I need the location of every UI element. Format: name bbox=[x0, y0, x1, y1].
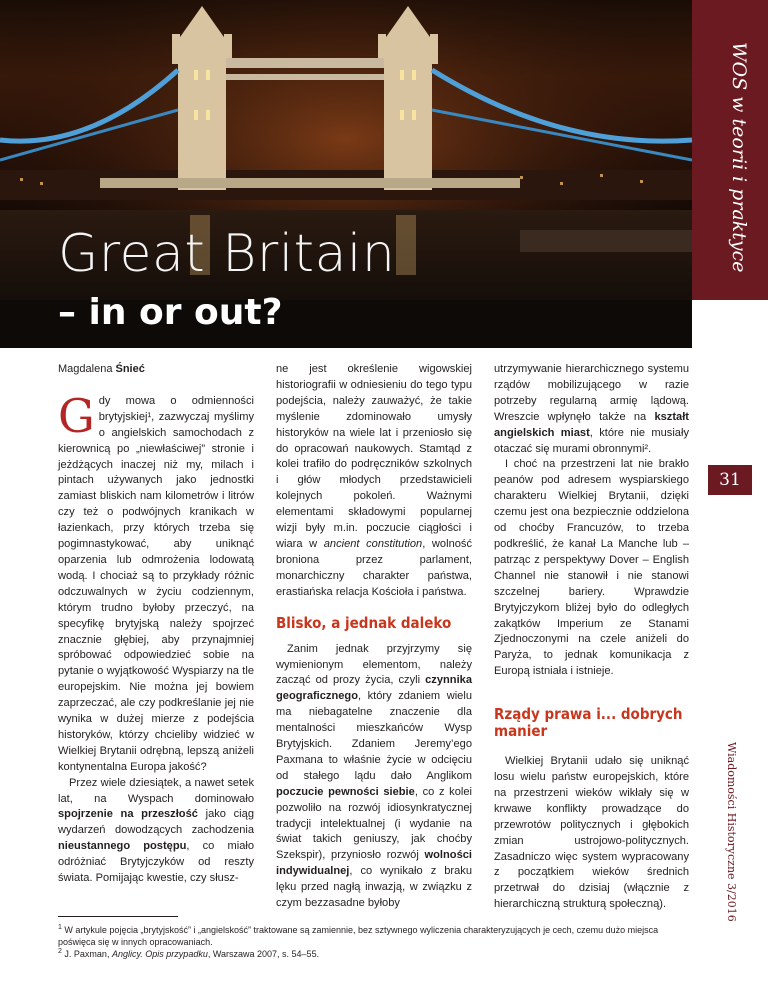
footnote-text: W artykule pojęcia „brytyjskość” i „angielskość” traktowane są zamiennie, bez sztywnego wyliczenia charakteryzujących je cech, czemu dużo miejsca poświęca się w innych opracowaniach. bbox=[58, 925, 659, 947]
drop-cap: G bbox=[58, 388, 95, 443]
paragraph-text: dy mowa o odmienności brytyjskiej¹, zazwyczaj myślimy o angielskich samochodach z kierownicą po „niewłaściwej” stronie i jeżdżących inaczej niż my, milach i pintach używanych jako jednostki zamiast bliskich nam kilometrów i litrów czy też o podwójnych kranikach w łazienkach, przy których trzeba się pogimnastykować, aby uniknąć oparzenia lub odmrożenia lodowatą wodą. I chociaż są to przykłady różnic odczuwalnych w życiu codziennym, którym trudno byłoby przeczyć, na specyfikę brytyjską należy spojrzeć znacznie głębiej, aby przynajmniej spróbować odpowiedzieć sobie na pytanie o wyjątkowość Wyspiarzy na tle europejskim. Nie można jej bowiem zaprzeczać, ale czy podkreślanie jej nie wynika w dużej mierze z podejścia historyków, którzy chcieliby widzieć w Wielkiej Brytanii odrębną, lepszą aniżeli kontynentalna Europa jakość? bbox=[58, 394, 254, 773]
bold-phrase: wolności indywidualnej bbox=[276, 849, 472, 878]
footnote-title: Anglicy. Opis przypadku bbox=[111, 949, 208, 959]
paragraph bbox=[58, 388, 254, 776]
paragraph bbox=[276, 642, 472, 912]
author-first-name: Magdalena bbox=[58, 363, 113, 375]
series-title: WOS w teorii i praktyce bbox=[728, 42, 750, 273]
bold-phrase: nieustannego postępu bbox=[58, 840, 187, 853]
footnote-1: $^1$ W artykule pojęcia „brytyjskość” i „angielskość” traktowane są zamiennie, bez sztywnego wyliczenia charakteryzujących je cech, czemu dużo miejsca poświęca się w innych opracowaniach. bbox=[58, 924, 659, 947]
paragraph-text: jako ciąg wydarzeń dowodzących zachodzenia bbox=[58, 808, 254, 837]
author bbox=[58, 362, 254, 378]
bold-phrase: spojrzenie na przeszłość bbox=[58, 808, 198, 821]
paragraph-text: , co wynikało z braku lęku przed nagłą inwazją, w związku z czym bezzasadne byłoby bbox=[276, 865, 472, 910]
paragraph-text: , wolność bronionа przez parlament, monarchiczny charakter państwa, erastiańska relacja Kościoła i państwa. bbox=[276, 537, 472, 598]
paragraph bbox=[494, 362, 689, 457]
paragraph-text: Zanim jednak przyjrzymy się wymienionym elementom, należy zacząć od prozy życia, czyli bbox=[276, 642, 472, 687]
column-1 bbox=[58, 362, 254, 887]
bold-phrase: poczucie pewności siebie bbox=[276, 785, 415, 798]
paragraph-text: utrzymywanie hierarchicznego systemu rządów mobilizującego w razie potrzeby regularną armię lądową. Wreszcie wpłynęło także na bbox=[494, 363, 689, 423]
paragraph-text: , co z kolei pozwoliło na rozwój idiosynkratycznej tradycji intelektualnej (i wydanie na świat takich geniuszy, jak choćby Szekspir), przyniosło rozwój bbox=[276, 785, 472, 862]
footnotes bbox=[58, 924, 688, 960]
article-title: Great Britain bbox=[58, 224, 396, 284]
footnote-2: $^2$ J. Paxman, Anglicy. Opis przypadku, Warszawa 2007, s. 54–55. bbox=[58, 948, 320, 959]
bold-phrase: czynnika geograficznego bbox=[276, 674, 472, 703]
author-last-name: Śnieć bbox=[115, 363, 145, 375]
column-2 bbox=[276, 362, 472, 912]
paragraph: I choć na przestrzeni lat nie brakło peanów pod adresem wyspiarskiego charakteru Wielkiej Brytanii, dzięki czemu jest ona bezpiecznie oddzielona od choćby Francuzów, to trzeba podkreślić, że kanał La Manche lub – patrząc z perspektywy Dover – English Channel nie stanowił i nie stanowi szczelnej bariery. Wprawdzie Brytyjczykom bliżej było do odległych zakątków Imperium ze Stanami Zjednoczonymi na czele aniżeli do Paryża, to jednak komunikacja z Europą istniała i istnieje. bbox=[494, 458, 689, 678]
footnote-text: , Warszawa 2007, s. 54–55. bbox=[207, 949, 320, 959]
paragraph-text: ne jest określenie wigowskiej historiografii w odniesieniu do tego typu podejścia, należy zauważyć, że takie myślenie zdominowało umysły historyków na wiele lat i przeniosło się do opracowań naukowych. Stamtąd z kolei trafiło do podręczników szkolnych i głów młodych przedstawicieli kolejnych pokoleń. Ważnymi elementami składowymi popularnej wizji były m.in. poczucie ciągłości i wiara w bbox=[276, 363, 472, 550]
paragraph-text: , który zdaniem wielu ma niebagatelne znaczenie dla mentalności mieszkańców Wysp Brytyjskich. Zdaniem Jeremy’ego Paxmana to właśnie życie w odcięciu od stałego lądu dało Anglikom bbox=[276, 690, 472, 782]
paragraph-text: , co miało odróżniać Brytyjczyków od reszty świata. Pomijając kwestie, czy słusz- bbox=[58, 840, 254, 885]
paragraph bbox=[276, 362, 472, 601]
column-3 bbox=[494, 362, 689, 913]
footnote-rule bbox=[58, 916, 178, 917]
paragraph-text: Przez wiele dziesiątek, a nawet setek lat, na Wyspach dominowało bbox=[58, 776, 254, 805]
section-heading: Rządy prawa i... dobrych manier bbox=[494, 705, 683, 741]
journal-name: Wiadomości Historyczne 3/2016 bbox=[725, 742, 738, 922]
bold-phrase: kształt angielskich miast bbox=[494, 410, 689, 439]
paragraph bbox=[58, 776, 254, 887]
section-heading: Blisko, a jednak daleko bbox=[276, 613, 452, 632]
paragraph-text: , które nie musiały otaczać się murami obronnymi². bbox=[494, 426, 689, 455]
paragraph: Wielkiej Brytanii udało się uniknąć losu wielu państw europejskich, które na przestrzeni wieków wikłały się w krwawe konflikty prowadzące do przewrotów politycznych i głębokich zmian ustrojowo-politycznych. Zasadniczo więc system wypracowany z początkiem wieków średnich przetrwał do dzisiaj (włącznie z hierarchiczną strukturą społeczną). bbox=[494, 755, 689, 911]
italic-phrase: ancient constitution bbox=[323, 537, 423, 550]
page-number: 31 bbox=[708, 465, 752, 495]
footnote-text: J. Paxman, bbox=[64, 949, 112, 959]
article-subtitle: – in or out? bbox=[58, 292, 283, 333]
